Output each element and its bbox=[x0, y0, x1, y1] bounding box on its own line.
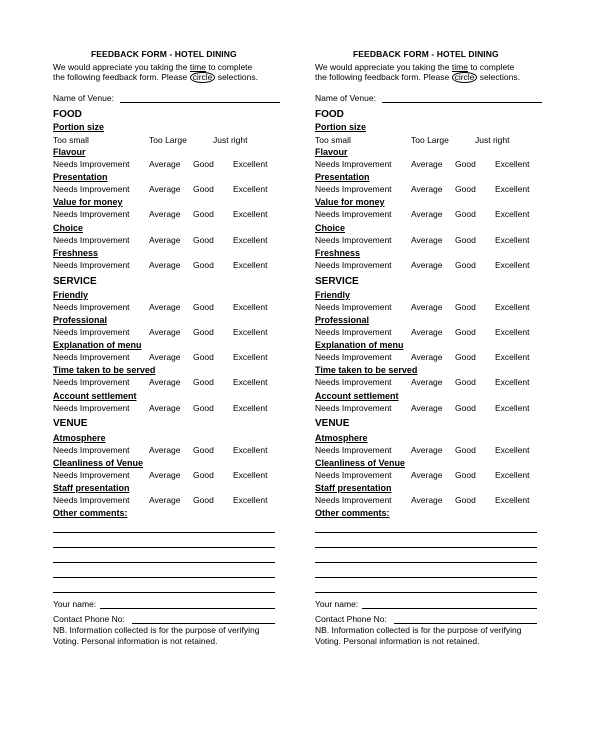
rating-good[interactable]: Good bbox=[193, 209, 214, 219]
rating-needs-improvement[interactable]: Needs Improvement bbox=[53, 352, 130, 362]
rating-good[interactable]: Good bbox=[455, 159, 476, 169]
comment-line[interactable] bbox=[315, 547, 537, 548]
rating-good[interactable]: Good bbox=[193, 495, 214, 505]
rating-needs-improvement[interactable]: Needs Improvement bbox=[315, 235, 392, 245]
comment-line[interactable] bbox=[53, 547, 275, 548]
rating-good[interactable]: Good bbox=[455, 403, 476, 413]
service-heading: SERVICE bbox=[53, 276, 97, 287]
rating-needs-improvement[interactable]: Needs Improvement bbox=[53, 327, 130, 337]
rating-excellent[interactable]: Excellent bbox=[233, 327, 268, 337]
other-comments-label: Other comments: bbox=[315, 508, 390, 518]
your-name-line[interactable] bbox=[100, 608, 275, 609]
option-too-large[interactable]: Too Large bbox=[411, 135, 449, 145]
rating-good[interactable]: Good bbox=[193, 403, 214, 413]
rating-average[interactable]: Average bbox=[411, 184, 443, 194]
nb-note-line2: Voting. Personal information is not retained. bbox=[315, 636, 480, 646]
form-intro-line2: the following feedback form. Please circle selections. bbox=[315, 72, 520, 82]
form-title: FEEDBACK FORM - HOTEL DINING bbox=[353, 49, 499, 59]
rating-needs-improvement[interactable]: Needs Improvement bbox=[53, 260, 130, 270]
rating-average[interactable]: Average bbox=[149, 302, 181, 312]
contact-phone-line[interactable] bbox=[132, 623, 275, 624]
rating-average[interactable]: Average bbox=[411, 445, 443, 455]
rating-needs-improvement[interactable]: Needs Improvement bbox=[53, 159, 130, 169]
rating-average[interactable]: Average bbox=[149, 403, 181, 413]
item-time-taken: Time taken to be served bbox=[315, 365, 418, 375]
your-name-label: Your name: bbox=[53, 599, 97, 609]
rating-good[interactable]: Good bbox=[455, 352, 476, 362]
rating-excellent[interactable]: Excellent bbox=[495, 495, 530, 505]
contact-phone-label: Contact Phone No: bbox=[315, 614, 387, 624]
rating-excellent[interactable]: Excellent bbox=[233, 445, 268, 455]
venue-name-line[interactable] bbox=[120, 102, 280, 103]
your-name-label: Your name: bbox=[315, 599, 359, 609]
rating-good[interactable]: Good bbox=[455, 184, 476, 194]
rating-needs-improvement[interactable]: Needs Improvement bbox=[315, 302, 392, 312]
rating-needs-improvement[interactable]: Needs Improvement bbox=[315, 352, 392, 362]
rating-average[interactable]: Average bbox=[411, 377, 443, 387]
rating-excellent[interactable]: Excellent bbox=[233, 260, 268, 270]
item-account-settlement: Account settlement bbox=[53, 391, 137, 401]
rating-excellent[interactable]: Excellent bbox=[495, 327, 530, 337]
form-intro-line1: We would appreciate you taking the time to complete bbox=[315, 62, 515, 72]
rating-good[interactable]: Good bbox=[193, 327, 214, 337]
rating-needs-improvement[interactable]: Needs Improvement bbox=[315, 377, 392, 387]
comment-line[interactable] bbox=[53, 592, 275, 593]
option-too-small[interactable]: Too small bbox=[315, 135, 351, 145]
rating-good[interactable]: Good bbox=[193, 377, 214, 387]
item-presentation: Presentation bbox=[315, 172, 370, 182]
rating-needs-improvement[interactable]: Needs Improvement bbox=[53, 235, 130, 245]
rating-good[interactable]: Good bbox=[193, 352, 214, 362]
item-flavour: Flavour bbox=[53, 147, 86, 157]
rating-good[interactable]: Good bbox=[455, 302, 476, 312]
comment-line[interactable] bbox=[315, 562, 537, 563]
rating-good[interactable]: Good bbox=[193, 470, 214, 480]
rating-average[interactable]: Average bbox=[411, 159, 443, 169]
portion-size-label: Portion size bbox=[53, 122, 105, 132]
option-too-large[interactable]: Too Large bbox=[149, 135, 187, 145]
nb-note-line1: NB. Information collected is for the purpose of verifying bbox=[315, 625, 522, 635]
rating-needs-improvement[interactable]: Needs Improvement bbox=[315, 260, 392, 270]
rating-average[interactable]: Average bbox=[149, 327, 181, 337]
rating-needs-improvement[interactable]: Needs Improvement bbox=[53, 445, 130, 455]
comment-line[interactable] bbox=[315, 532, 537, 533]
item-professional: Professional bbox=[315, 315, 370, 325]
rating-needs-improvement[interactable]: Needs Improvement bbox=[53, 209, 130, 219]
rating-good[interactable]: Good bbox=[455, 377, 476, 387]
rating-excellent[interactable]: Excellent bbox=[495, 159, 530, 169]
comment-line[interactable] bbox=[53, 532, 275, 533]
form-title: FEEDBACK FORM - HOTEL DINING bbox=[91, 49, 237, 59]
item-atmosphere: Atmosphere bbox=[315, 433, 368, 443]
rating-excellent[interactable]: Excellent bbox=[495, 377, 530, 387]
rating-needs-improvement[interactable]: Needs Improvement bbox=[53, 184, 130, 194]
item-cleanliness: Cleanliness of Venue bbox=[315, 458, 406, 468]
contact-phone-line[interactable] bbox=[394, 623, 537, 624]
rating-good[interactable]: Good bbox=[193, 445, 214, 455]
item-freshness: Freshness bbox=[53, 248, 99, 258]
food-heading: FOOD bbox=[53, 109, 82, 120]
rating-average[interactable]: Average bbox=[411, 235, 443, 245]
venue-name-label: Name of Venue: bbox=[53, 93, 114, 103]
nb-note-line2: Voting. Personal information is not retained. bbox=[53, 636, 218, 646]
item-account-settlement: Account settlement bbox=[315, 391, 399, 401]
rating-average[interactable]: Average bbox=[411, 403, 443, 413]
comment-line[interactable] bbox=[315, 592, 537, 593]
venue-name-line[interactable] bbox=[382, 102, 542, 103]
rating-excellent[interactable]: Excellent bbox=[233, 352, 268, 362]
rating-average[interactable]: Average bbox=[149, 470, 181, 480]
food-heading: FOOD bbox=[315, 109, 344, 120]
rating-excellent[interactable]: Excellent bbox=[233, 403, 268, 413]
rating-good[interactable]: Good bbox=[193, 260, 214, 270]
rating-excellent[interactable]: Excellent bbox=[233, 235, 268, 245]
rating-excellent[interactable]: Excellent bbox=[233, 495, 268, 505]
rating-needs-improvement[interactable]: Needs Improvement bbox=[53, 302, 130, 312]
item-friendly: Friendly bbox=[315, 290, 351, 300]
item-staff-presentation: Staff presentation bbox=[315, 483, 392, 493]
rating-average[interactable]: Average bbox=[411, 302, 443, 312]
option-just-right[interactable]: Just right bbox=[213, 135, 248, 145]
rating-needs-improvement[interactable]: Needs Improvement bbox=[315, 327, 392, 337]
rating-average[interactable]: Average bbox=[149, 495, 181, 505]
rating-good[interactable]: Good bbox=[455, 235, 476, 245]
item-friendly: Friendly bbox=[53, 290, 89, 300]
item-choice: Choice bbox=[315, 223, 346, 233]
rating-good[interactable]: Good bbox=[193, 159, 214, 169]
rating-good[interactable]: Good bbox=[193, 302, 214, 312]
item-professional: Professional bbox=[53, 315, 108, 325]
rating-average[interactable]: Average bbox=[149, 159, 181, 169]
rating-good[interactable]: Good bbox=[455, 470, 476, 480]
item-presentation: Presentation bbox=[53, 172, 108, 182]
rating-needs-improvement[interactable]: Needs Improvement bbox=[315, 445, 392, 455]
rating-average[interactable]: Average bbox=[411, 470, 443, 480]
feedback-form-right bbox=[315, 0, 555, 730]
contact-phone-label: Contact Phone No: bbox=[53, 614, 125, 624]
rating-needs-improvement[interactable]: Needs Improvement bbox=[53, 470, 130, 480]
option-just-right[interactable]: Just right bbox=[475, 135, 510, 145]
rating-excellent[interactable]: Excellent bbox=[233, 184, 268, 194]
rating-excellent[interactable]: Excellent bbox=[495, 302, 530, 312]
rating-average[interactable]: Average bbox=[411, 327, 443, 337]
rating-excellent[interactable]: Excellent bbox=[495, 470, 530, 480]
option-too-small[interactable]: Too small bbox=[53, 135, 89, 145]
rating-average[interactable]: Average bbox=[411, 209, 443, 219]
rating-average[interactable]: Average bbox=[411, 495, 443, 505]
nb-note-line1: NB. Information collected is for the purpose of verifying bbox=[53, 625, 260, 635]
item-freshness: Freshness bbox=[315, 248, 361, 258]
rating-needs-improvement[interactable]: Needs Improvement bbox=[315, 470, 392, 480]
rating-excellent[interactable]: Excellent bbox=[233, 470, 268, 480]
rating-excellent[interactable]: Excellent bbox=[495, 403, 530, 413]
rating-good[interactable]: Good bbox=[455, 445, 476, 455]
venue-name-label: Name of Venue: bbox=[315, 93, 376, 103]
rating-average[interactable]: Average bbox=[411, 352, 443, 362]
rating-average[interactable]: Average bbox=[149, 209, 181, 219]
venue-heading: VENUE bbox=[315, 418, 350, 429]
rating-average[interactable]: Average bbox=[411, 260, 443, 270]
rating-good[interactable]: Good bbox=[455, 209, 476, 219]
rating-excellent[interactable]: Excellent bbox=[495, 352, 530, 362]
rating-average[interactable]: Average bbox=[149, 377, 181, 387]
rating-needs-improvement[interactable]: Needs Improvement bbox=[315, 403, 392, 413]
item-cleanliness: Cleanliness of Venue bbox=[53, 458, 144, 468]
rating-needs-improvement[interactable]: Needs Improvement bbox=[53, 495, 130, 505]
rating-needs-improvement[interactable]: Needs Improvement bbox=[315, 159, 392, 169]
rating-needs-improvement[interactable]: Needs Improvement bbox=[53, 377, 130, 387]
item-value-for-money: Value for money bbox=[315, 197, 385, 207]
comment-line[interactable] bbox=[315, 577, 537, 578]
portion-size-label: Portion size bbox=[315, 122, 367, 132]
form-intro-line2: the following feedback form. Please circle selections. bbox=[53, 72, 258, 82]
rating-excellent[interactable]: Excellent bbox=[233, 377, 268, 387]
rating-needs-improvement[interactable]: Needs Improvement bbox=[53, 403, 130, 413]
circle-word: circle bbox=[190, 72, 216, 83]
rating-good[interactable]: Good bbox=[193, 235, 214, 245]
rating-excellent[interactable]: Excellent bbox=[495, 209, 530, 219]
rating-excellent[interactable]: Excellent bbox=[233, 302, 268, 312]
item-staff-presentation: Staff presentation bbox=[53, 483, 130, 493]
rating-needs-improvement[interactable]: Needs Improvement bbox=[315, 184, 392, 194]
service-heading: SERVICE bbox=[315, 276, 359, 287]
other-comments-label: Other comments: bbox=[53, 508, 128, 518]
rating-average[interactable]: Average bbox=[149, 260, 181, 270]
rating-excellent[interactable]: Excellent bbox=[495, 184, 530, 194]
item-flavour: Flavour bbox=[315, 147, 348, 157]
rating-average[interactable]: Average bbox=[149, 352, 181, 362]
rating-excellent[interactable]: Excellent bbox=[495, 235, 530, 245]
rating-excellent[interactable]: Excellent bbox=[233, 159, 268, 169]
item-time-taken: Time taken to be served bbox=[53, 365, 156, 375]
item-atmosphere: Atmosphere bbox=[53, 433, 106, 443]
rating-good[interactable]: Good bbox=[455, 260, 476, 270]
rating-excellent[interactable]: Excellent bbox=[233, 209, 268, 219]
your-name-line[interactable] bbox=[362, 608, 537, 609]
rating-needs-improvement[interactable]: Needs Improvement bbox=[315, 495, 392, 505]
rating-excellent[interactable]: Excellent bbox=[495, 445, 530, 455]
item-explanation-of-menu: Explanation of menu bbox=[315, 340, 404, 350]
rating-average[interactable]: Average bbox=[149, 184, 181, 194]
rating-average[interactable]: Average bbox=[149, 235, 181, 245]
venue-heading: VENUE bbox=[53, 418, 88, 429]
item-choice: Choice bbox=[53, 223, 84, 233]
comment-line[interactable] bbox=[53, 577, 275, 578]
comment-line[interactable] bbox=[53, 562, 275, 563]
rating-good[interactable]: Good bbox=[193, 184, 214, 194]
rating-good[interactable]: Good bbox=[455, 495, 476, 505]
circle-word: circle bbox=[452, 72, 478, 83]
rating-excellent[interactable]: Excellent bbox=[495, 260, 530, 270]
form-intro-line1: We would appreciate you taking the time to complete bbox=[53, 62, 253, 72]
rating-average[interactable]: Average bbox=[149, 445, 181, 455]
rating-needs-improvement[interactable]: Needs Improvement bbox=[315, 209, 392, 219]
rating-good[interactable]: Good bbox=[455, 327, 476, 337]
item-value-for-money: Value for money bbox=[53, 197, 123, 207]
item-explanation-of-menu: Explanation of menu bbox=[53, 340, 142, 350]
feedback-form-left bbox=[53, 0, 293, 730]
